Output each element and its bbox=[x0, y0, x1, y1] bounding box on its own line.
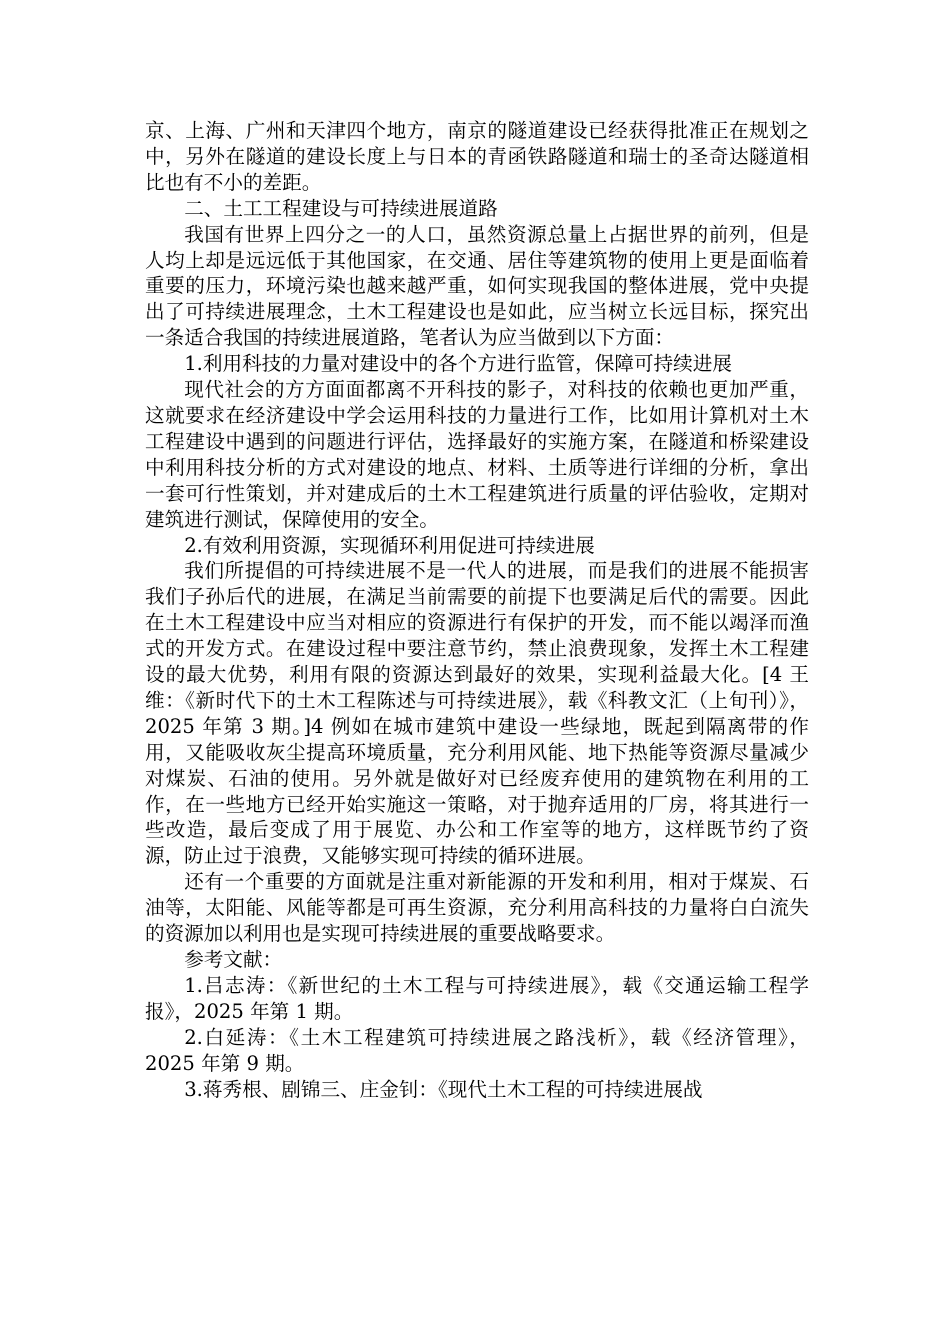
document-body bbox=[145, 118, 809, 1102]
section-heading-2: 二、土工工程建设与可持续进展道路 bbox=[184, 196, 498, 220]
subheading-2: 2.有效利用资源，实现循环利用促进可持续进展 bbox=[184, 533, 595, 557]
reference-item-2: 2.白延涛：《土木工程建筑可持续进展之路浅析》，载《经济管理》，2025 年第 9 期。 bbox=[145, 1025, 809, 1075]
subheading-1: 1.利用科技的力量对建设中的各个方进行监管，保障可持续进展 bbox=[184, 352, 732, 376]
paragraph-resources: 我们所提倡的可持续进展不是一代人的进展，而是我们的进展不能损害我们子孙后代的进展，在满足当前需要的前提下也要满足后代的需要。因此在土木工程建设中应当对相应的资源进行有保护的开发，而不能以竭泽而渔式的开发方式。在建设过程中要注意节约，禁止浪费现象，发挥土木工程建设的最大优势，利用有限的资源达到最好的效果，实现利益最大化。[4 王维：《新时代下的土木工程陈述与可持续进展》，载《科教文汇（上旬刊）》，2025 年第 3 期。]4 例如在城市建筑中建设一些绿地，既起到隔离带的作用，又能吸收灰尘提高环境质量，充分利用风能、地下热能等资源尽量减少对煤炭、石油的使用。另外就是做好对已经废弃使用的建筑物在利用的工作，在一些地方已经开始实施这一策略，对于抛弃适用的厂房，将其进行一些改造，最后变成了用于展览、办公和工作室等的地方，这样既节约了资源，防止过于浪费，又能够实现可持续的循环进展。 bbox=[145, 559, 809, 868]
paragraph-intro-continued: 京、上海、广州和天津四个地方，南京的隧道建设已经获得批准正在规划之中，另外在隧道的建设长度上与日本的青函铁路隧道和瑞士的圣奇达隧道相比也有不小的差距。 bbox=[145, 119, 809, 194]
reference-item-1: 1.吕志涛：《新世纪的土木工程与可持续进展》，载《交通运输工程学报》，2025 年第 1 期。 bbox=[145, 973, 809, 1023]
reference-item-3: 3.蒋秀根、剧锦三、庄金钊：《现代土木工程的可持续进展战 bbox=[184, 1077, 703, 1101]
paragraph-population: 我国有世界上四分之一的人口，虽然资源总量上占据世界的前列，但是人均上却是远远低于其他国家，在交通、居住等建筑物的使用上更是面临着重要的压力，环境污染也越来越严重，如何实现我国的整体进展，党中央提出了可持续进展理念，土木工程建设也是如此，应当树立长远目标，探究出一条适合我国的持续进展道路，笔者认为应当做到以下方面： bbox=[145, 222, 809, 350]
paragraph-technology: 现代社会的方方面面都离不开科技的影子，对科技的依赖也更加严重，这就要求在经济建设中学会运用科技的力量进行工作，比如用计算机对土木工程建设中遇到的问题进行评估，选择最好的实施方案，在隧道和桥梁建设中利用科技分析的方式对建设的地点、材料、土质等进行详细的分析，拿出一套可行性策划，并对建成后的土木工程建筑进行质量的评估验收，定期对建筑进行测试，保障使用的安全。 bbox=[145, 378, 809, 531]
references-heading: 参考文献： bbox=[184, 948, 283, 971]
paragraph-new-energy: 还有一个重要的方面就是注重对新能源的开发和利用，相对于煤炭、石油等，太阳能、风能等都是可再生资源，充分利用高科技的力量将白白流失的资源加以利用也是实现可持续进展的重要战略要求。 bbox=[145, 870, 809, 946]
